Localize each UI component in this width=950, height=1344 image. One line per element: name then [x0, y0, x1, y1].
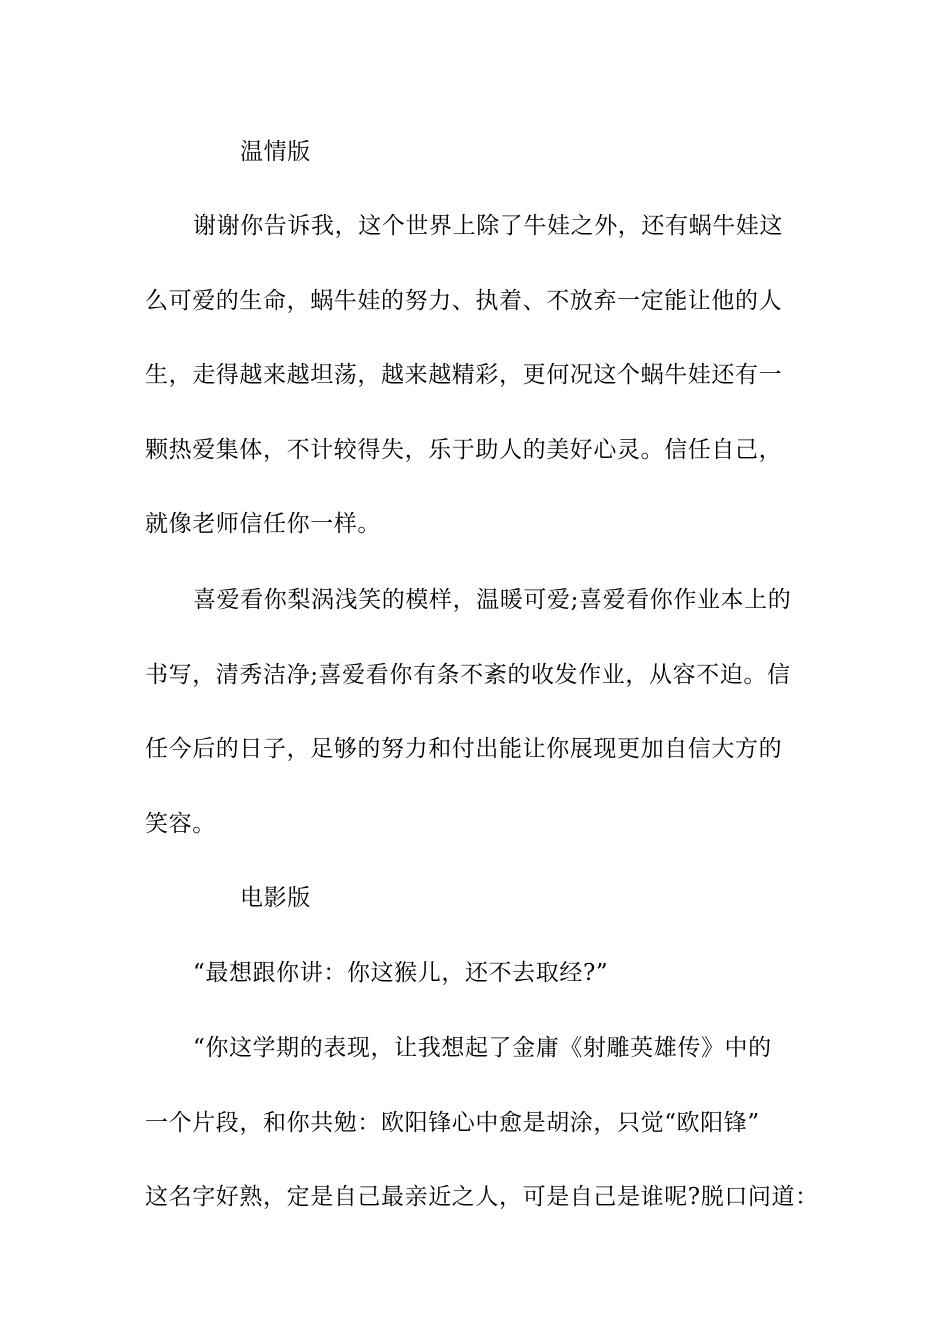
paragraph-line: 就像老师信任你一样。: [145, 511, 381, 537]
paragraph-line: “最想跟你讲：你这猴儿，还不去取经?”: [193, 960, 609, 986]
paragraph-line: 这名字好熟，定是自己最亲近之人，可是自己是谁呢?脱口问道：: [145, 1184, 819, 1210]
paragraph-line: 书写，清秀洁净;喜爱看你有条不紊的收发作业，从容不迫。信: [145, 662, 791, 688]
paragraph-line: 颗热爱集体，不计较得失，乐于助人的美好心灵。信任自己，: [145, 437, 783, 463]
paragraph-line: 喜爱看你梨涡浅笑的模样，温暖可爱;喜爱看你作业本上的: [193, 587, 792, 613]
section-heading-warm: 温情版: [240, 139, 311, 165]
paragraph-line: “你这学期的表现，让我想起了金庸《射雕英雄传》中的: [193, 1035, 772, 1061]
paragraph-line: 么可爱的生命，蜗牛娃的努力、执着、不放弃一定能让他的人: [145, 288, 783, 314]
paragraph-line: 笑容。: [145, 811, 216, 837]
section-heading-movie: 电影版: [240, 885, 311, 911]
paragraph-line: 生，走得越来越坦荡，越来越精彩，更何况这个蜗牛娃还有一: [145, 362, 783, 388]
paragraph-line: 任今后的日子，足够的努力和付出能让你展现更加自信大方的: [145, 736, 783, 762]
paragraph-line: 一个片段，和你共勉：欧阳锋心中愈是胡涂，只觉“欧阳锋”: [145, 1110, 760, 1136]
paragraph-line: 谢谢你告诉我，这个世界上除了牛娃之外，还有蜗牛娃这: [193, 213, 783, 239]
